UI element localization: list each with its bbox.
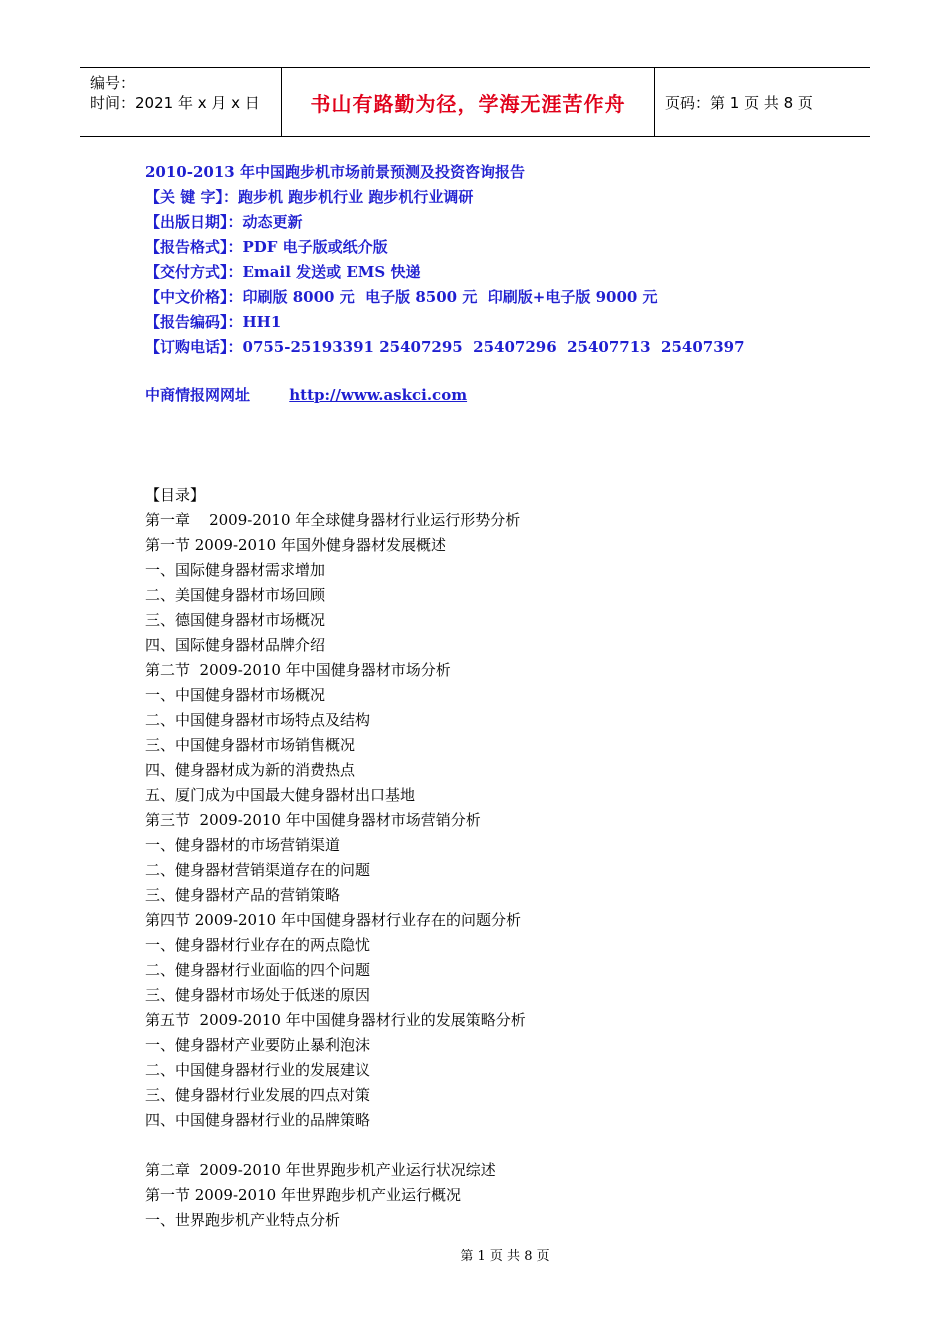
toc-item: 第三节 2009-2010 年中国健身器材市场营销分析 xyxy=(145,811,481,829)
toc-item: 二、中国健身器材市场特点及结构 xyxy=(145,711,371,729)
toc-item: 第一章 2009-2010 年全球健身器材行业运行形势分析 xyxy=(145,511,521,529)
toc-item: 三、健身器材行业发展的四点对策 xyxy=(145,1086,371,1104)
website-link[interactable]: http://www.askci.com xyxy=(289,386,468,404)
toc-item: 一、健身器材行业存在的两点隐忧 xyxy=(145,936,371,954)
report-info xyxy=(145,160,745,360)
toc-item: 四、健身器材成为新的消费热点 xyxy=(145,761,356,779)
toc-item: 第一节 2009-2010 年世界跑步机产业运行概况 xyxy=(145,1186,461,1204)
report-publish-date: 【出版日期】：动态更新 xyxy=(145,213,303,231)
toc-item: 第一节 2009-2010 年国外健身器材发展概述 xyxy=(145,536,446,554)
website-line xyxy=(145,383,467,408)
document-number: 编号： xyxy=(90,74,136,92)
report-code: 【报告编码】：HH1 xyxy=(145,313,282,331)
toc-item: 二、健身器材营销渠道存在的问题 xyxy=(145,861,371,879)
toc-item: 二、美国健身器材市场回顾 xyxy=(145,586,326,604)
toc-item: 第五节 2009-2010 年中国健身器材行业的发展策略分析 xyxy=(145,1011,526,1029)
header-left-cell xyxy=(80,68,282,136)
header-table xyxy=(80,67,870,137)
toc-item: 一、中国健身器材市场概况 xyxy=(145,686,326,704)
header-motto-cell xyxy=(282,68,655,136)
report-title: 2010-2013 年中国跑步机市场前景预测及投资咨询报告 xyxy=(145,163,525,181)
toc-item: 第二节 2009-2010 年中国健身器材市场分析 xyxy=(145,661,451,679)
toc-heading: 【目录】 xyxy=(145,486,206,504)
report-delivery: 【交付方式】：Email 发送或 EMS 快递 xyxy=(145,263,421,281)
table-of-contents xyxy=(145,483,526,1233)
toc-item: 一、世界跑步机产业特点分析 xyxy=(145,1211,341,1229)
toc-item: 三、健身器材市场处于低迷的原因 xyxy=(145,986,371,1004)
toc-item: 二、中国健身器材行业的发展建议 xyxy=(145,1061,371,1079)
toc-group-1 xyxy=(145,508,526,1133)
website-label: 中商情报网网址 xyxy=(145,386,251,404)
toc-item: 二、健身器材行业面临的四个问题 xyxy=(145,961,371,979)
footer-page-number: 第 1 页 共 8 页 xyxy=(460,1249,550,1264)
toc-item: 一、健身器材产业要防止暴利泡沫 xyxy=(145,1036,371,1054)
toc-group-2 xyxy=(145,1158,526,1233)
toc-item: 第四节 2009-2010 年中国健身器材行业存在的问题分析 xyxy=(145,911,521,929)
toc-item: 三、健身器材产品的营销策略 xyxy=(145,886,341,904)
page-footer xyxy=(0,1245,950,1264)
toc-item: 一、健身器材的市场营销渠道 xyxy=(145,836,341,854)
toc-item: 四、国际健身器材品牌介绍 xyxy=(145,636,326,654)
toc-item: 一、国际健身器材需求增加 xyxy=(145,561,326,579)
report-format: 【报告格式】：PDF 电子版或纸介版 xyxy=(145,238,388,256)
toc-spacer xyxy=(145,1133,526,1158)
header-page-cell xyxy=(655,68,870,136)
toc-item: 三、德国健身器材市场概况 xyxy=(145,611,326,629)
motto: 书山有路勤为径，学海无涯苦作舟 xyxy=(310,91,626,116)
report-keywords: 【关 键 字】：跑步机 跑步机行业 跑步机行业调研 xyxy=(145,188,474,206)
header-page-number: 页码：第 1 页 共 8 页 xyxy=(665,93,813,112)
toc-item: 四、中国健身器材行业的品牌策略 xyxy=(145,1111,371,1129)
toc-item: 五、厦门成为中国最大健身器材出口基地 xyxy=(145,786,416,804)
report-price: 【中文价格】：印刷版 8000 元 电子版 8500 元 印刷版+电子版 9000 元 xyxy=(145,288,658,306)
document-time: 时间：2021 年 x 月 x 日 xyxy=(90,94,260,112)
toc-item: 三、中国健身器材市场销售概况 xyxy=(145,736,356,754)
report-phone: 【订购电话】：0755-25193391 25407295 25407296 25407713 25407397 xyxy=(145,338,745,356)
toc-item: 第二章 2009-2010 年世界跑步机产业运行状况综述 xyxy=(145,1161,496,1179)
